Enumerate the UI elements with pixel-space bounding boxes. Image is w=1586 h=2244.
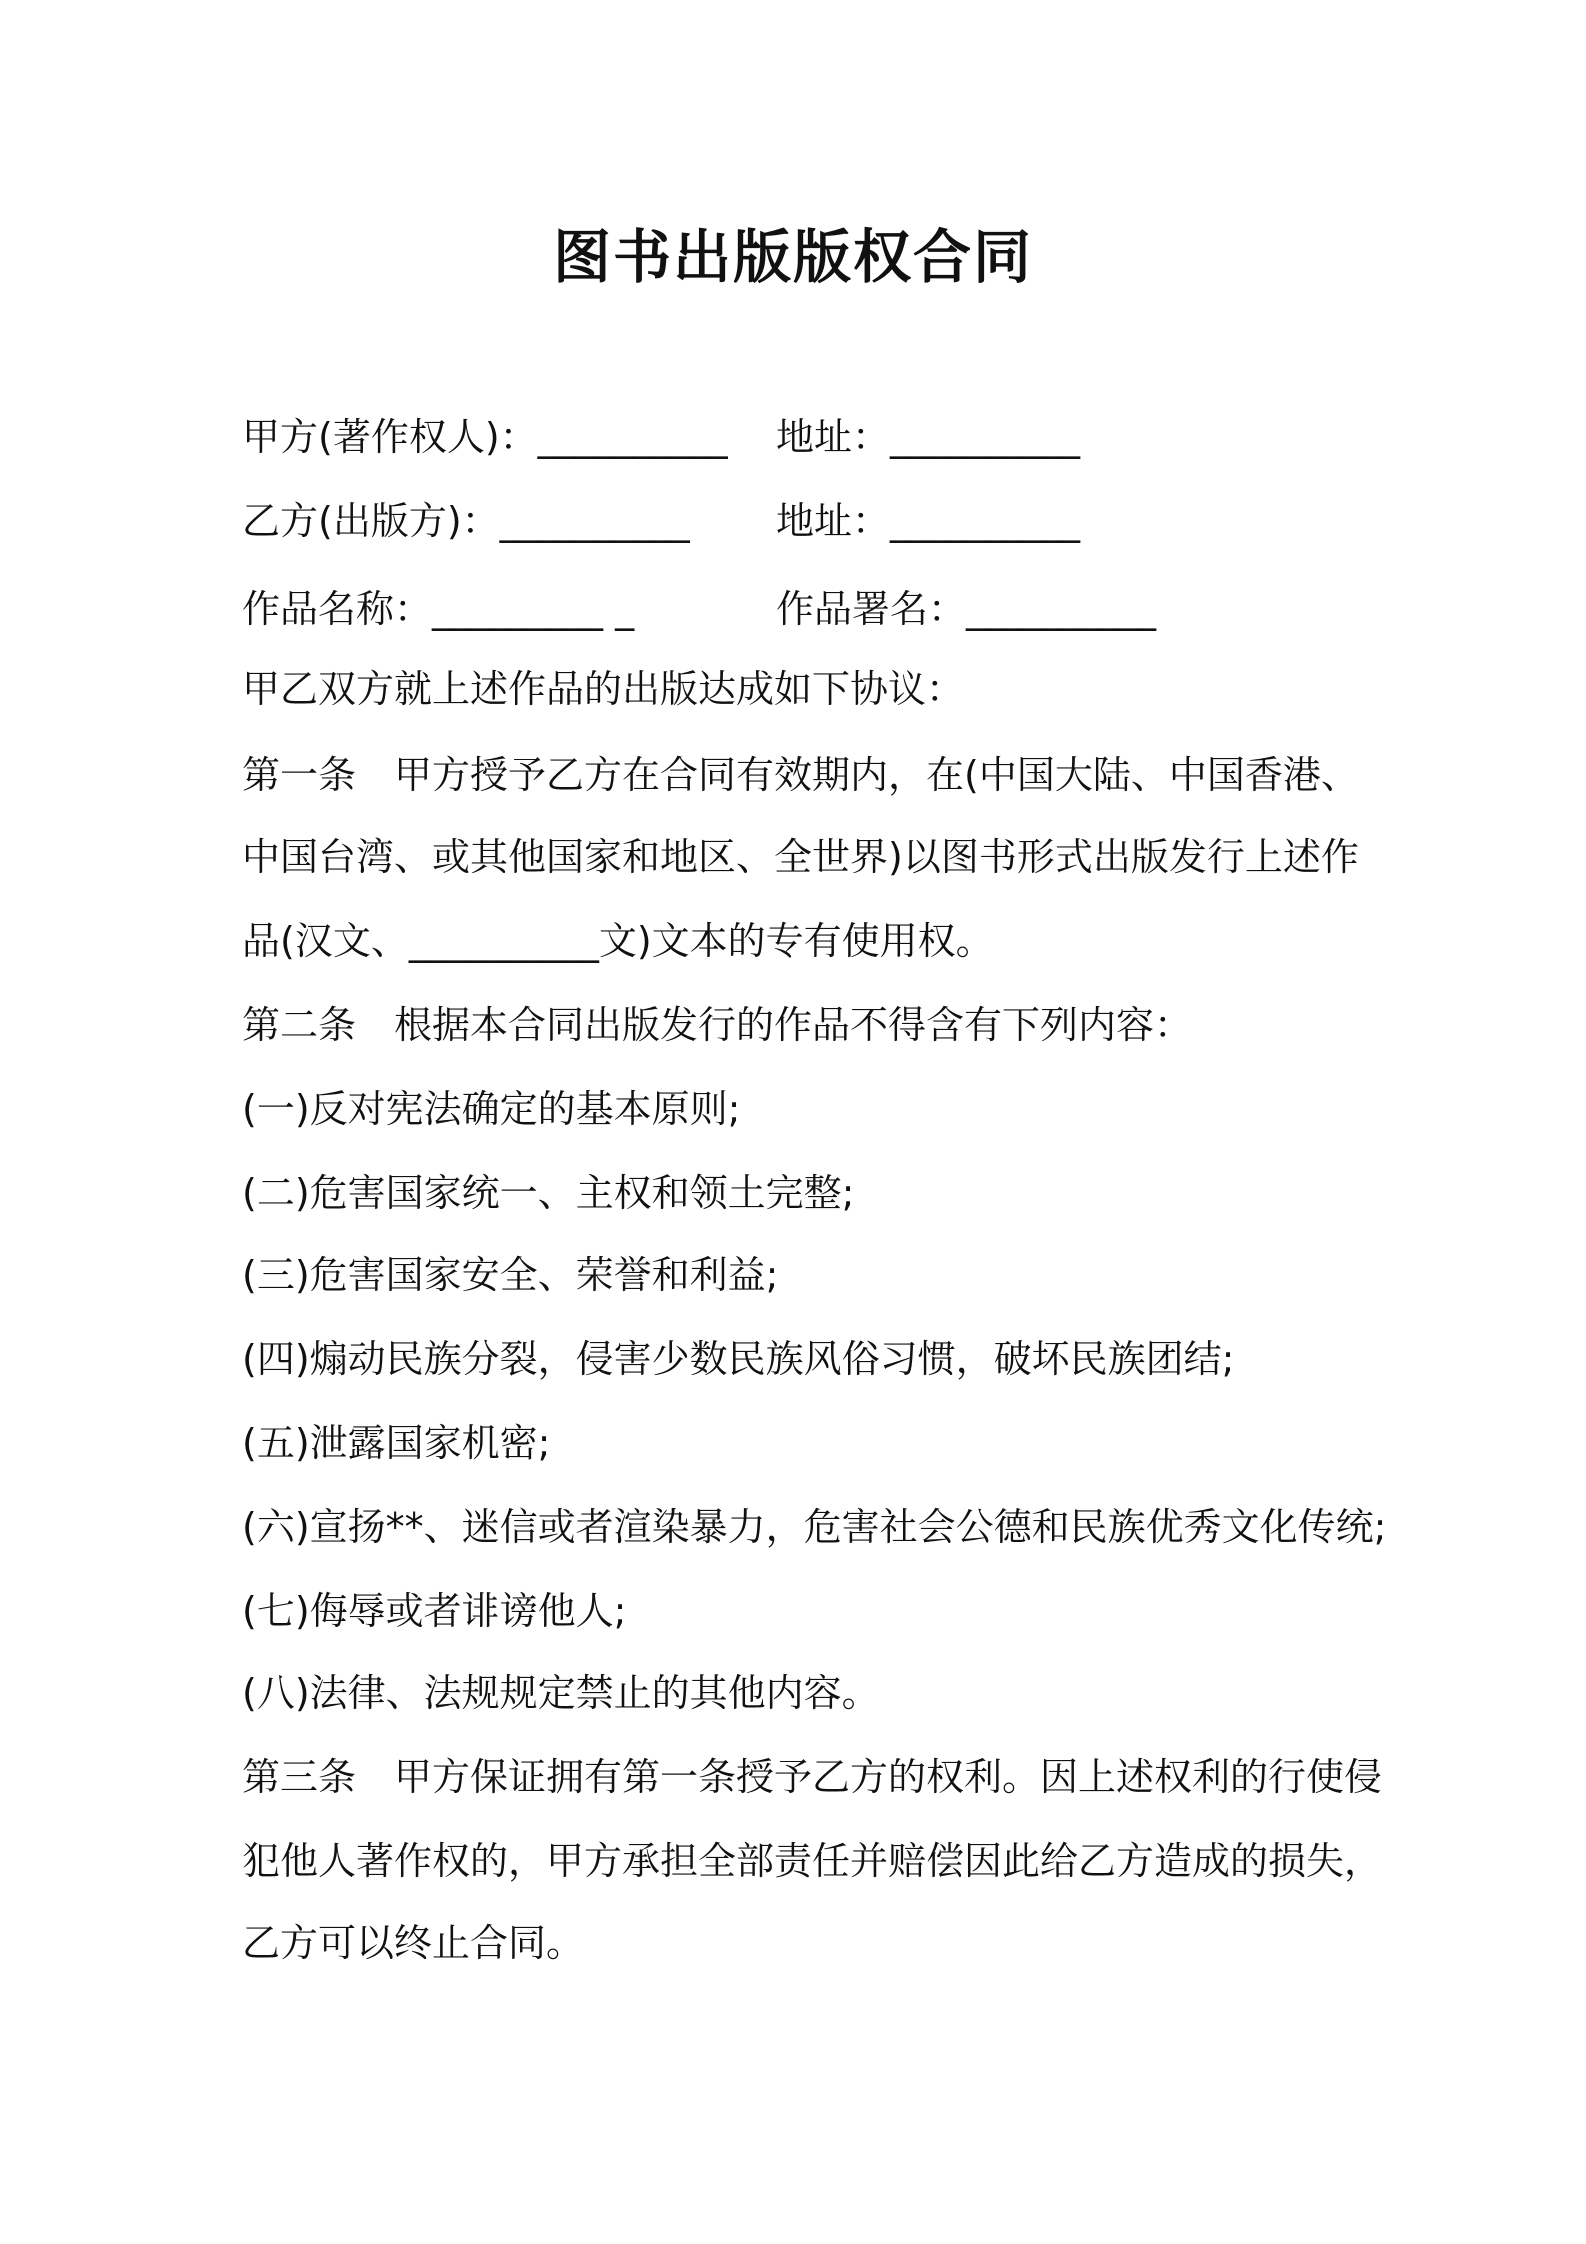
party-a-address-label: 地址： [776, 415, 891, 459]
article2-item: (五)泄露国家机密; [242, 1421, 551, 1465]
work-title-label: 作品名称： [242, 587, 433, 631]
party-b-address-blank: __________ [890, 499, 1081, 543]
article3-line: 犯他人著作权的，甲方承担全部责任并赔偿因此给乙方造成的损失， [242, 1839, 1383, 1883]
party-a-blank: __________ [537, 415, 728, 459]
party-b-address-field [776, 499, 1081, 543]
work-author-field [776, 587, 1157, 631]
intro-paragraph: 甲乙双方就上述作品的出版达成如下协议： [242, 667, 965, 711]
article3-line: 乙方可以终止合同。 [242, 1921, 585, 1965]
work-author-label: 作品署名： [776, 587, 967, 631]
article2-item: (二)危害国家统一、主权和领土完整; [242, 1171, 855, 1215]
party-a-field [242, 415, 728, 459]
article2-heading: 第二条 根据本合同出版发行的作品不得含有下列内容： [242, 1003, 1193, 1047]
article2-item: (七)侮辱或者诽谤他人; [242, 1589, 627, 1633]
party-a-address-blank: __________ [890, 415, 1081, 459]
article2-item: (四)煽动民族分裂，侵害少数民族风俗习惯，破坏民族团结; [242, 1337, 1235, 1381]
party-b-blank: __________ [499, 499, 690, 543]
document-title: 图书出版版权合同 [552, 223, 1033, 291]
party-b-address-label: 地址： [776, 499, 891, 543]
article3-line: 第三条 甲方保证拥有第一条授予乙方的权利。因上述权利的行使侵 [242, 1755, 1383, 1799]
work-author-blank: __________ [966, 587, 1157, 631]
work-title-blank: _________ _ [432, 587, 635, 631]
article1-line: 品(汉文、__________文)文本的专有使用权。 [242, 919, 994, 963]
article2-item: (六)宣扬**、迷信或者渲染暴力，危害社会公德和民族优秀文化传统; [242, 1505, 1387, 1549]
article2-item: (一)反对宪法确定的基本原则; [242, 1087, 741, 1131]
work-title-field [242, 587, 635, 631]
article1-line: 第一条 甲方授予乙方在合同有效期内，在(中国大陆、中国香港、 [242, 753, 1359, 797]
party-b-field [242, 499, 690, 543]
article2-item: (八)法律、法规规定禁止的其他内容。 [242, 1671, 880, 1715]
party-a-address-field [776, 415, 1081, 459]
article1-line: 中国台湾、或其他国家和地区、全世界)以图书形式出版发行上述作 [242, 835, 1359, 879]
party-a-label: 甲方(著作权人)： [242, 415, 538, 459]
article2-item: (三)危害国家安全、荣誉和利益; [242, 1253, 779, 1297]
party-b-label: 乙方(出版方)： [242, 499, 500, 543]
